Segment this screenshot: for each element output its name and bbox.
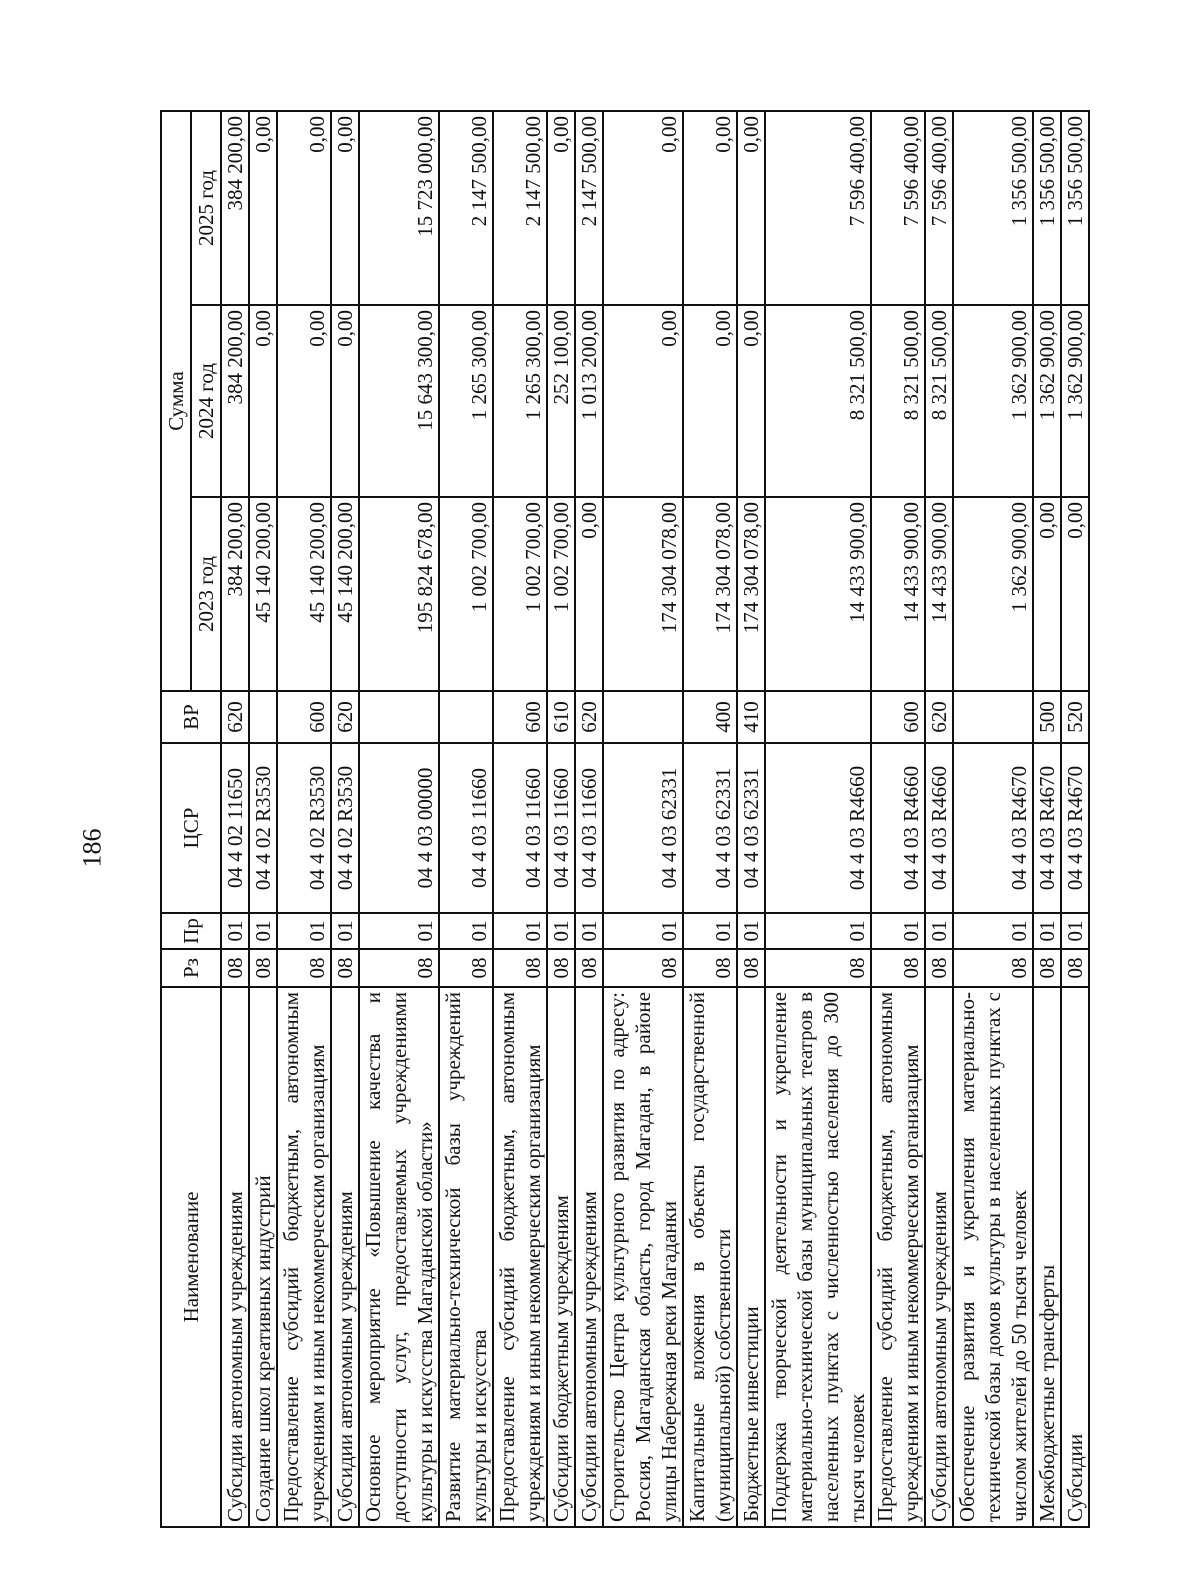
cell-rz: 08 xyxy=(493,949,547,987)
cell-2024: 1 362 900,00 xyxy=(953,305,1033,497)
cell-name: Развитие материально-технической базы учреждений культуры и искусства xyxy=(439,987,493,1527)
cell-2023: 1 002 700,00 xyxy=(493,497,547,691)
rotated-page-content xyxy=(160,112,1110,1528)
cell-name: Создание школ креативных индустрий xyxy=(249,987,277,1527)
cell-rz: 08 xyxy=(575,949,603,987)
cell-2025: 0,00 xyxy=(331,111,359,305)
cell-2024: 0,00 xyxy=(331,305,359,497)
cell-vr: 620 xyxy=(221,691,249,743)
cell-vr: 520 xyxy=(1061,691,1089,743)
cell-2023: 195 824 678,00 xyxy=(359,497,439,691)
cell-vr: 620 xyxy=(331,691,359,743)
cell-rz: 08 xyxy=(331,949,359,987)
cell-rz: 08 xyxy=(1033,949,1061,987)
budget-table xyxy=(160,110,1090,1528)
cell-name: Поддержка творческой деятельности и укрепление материально-технической базы муниципальных театров в населенных пунктах с численностью населения до 300 тысяч человек xyxy=(765,987,871,1527)
cell-2023: 174 304 078,00 xyxy=(737,497,765,691)
cell-name: Субсидии бюджетным учреждениям xyxy=(547,987,575,1527)
cell-csr: 04 4 03 R4660 xyxy=(765,743,871,913)
cell-pr: 01 xyxy=(575,913,603,949)
cell-vr xyxy=(439,691,493,743)
page-number-text: 186 xyxy=(77,828,106,868)
cell-2025: 15 723 000,00 xyxy=(359,111,439,305)
cell-csr: 04 4 03 62331 xyxy=(603,743,683,913)
cell-csr: 04 4 03 R4660 xyxy=(871,743,925,913)
cell-2023: 174 304 078,00 xyxy=(683,497,737,691)
cell-name: Обеспечение развития и укрепления материально-технической базы домов культуры в населенных пунктах с числом жителей до 50 тысяч человек xyxy=(953,987,1033,1527)
cell-2024: 0,00 xyxy=(603,305,683,497)
cell-2024: 0,00 xyxy=(277,305,331,497)
cell-name: Субсидии автономным учреждениям xyxy=(925,987,953,1527)
cell-name: Субсидии автономным учреждениям xyxy=(575,987,603,1527)
cell-pr: 01 xyxy=(439,913,493,949)
table-row xyxy=(765,111,871,1527)
cell-vr: 620 xyxy=(575,691,603,743)
cell-csr: 04 4 03 62331 xyxy=(737,743,765,913)
cell-2023: 14 433 900,00 xyxy=(871,497,925,691)
cell-pr: 01 xyxy=(277,913,331,949)
cell-2025: 0,00 xyxy=(737,111,765,305)
cell-2023: 384 200,00 xyxy=(221,497,249,691)
cell-2025: 0,00 xyxy=(277,111,331,305)
cell-2025: 2 147 500,00 xyxy=(439,111,493,305)
cell-vr xyxy=(359,691,439,743)
cell-pr: 01 xyxy=(683,913,737,949)
header-name: Наименование xyxy=(161,987,221,1527)
cell-csr: 04 4 03 R4670 xyxy=(953,743,1033,913)
cell-2025: 7 596 400,00 xyxy=(765,111,871,305)
cell-2025: 7 596 400,00 xyxy=(871,111,925,305)
cell-2023: 1 002 700,00 xyxy=(439,497,493,691)
cell-2024: 0,00 xyxy=(249,305,277,497)
cell-pr: 01 xyxy=(953,913,1033,949)
cell-rz: 08 xyxy=(277,949,331,987)
cell-csr: 04 4 03 11660 xyxy=(575,743,603,913)
cell-vr xyxy=(249,691,277,743)
cell-pr: 01 xyxy=(765,913,871,949)
header-sum: Сумма xyxy=(161,111,191,691)
cell-csr: 04 4 03 11660 xyxy=(439,743,493,913)
cell-name: Основное мероприятие «Повышение качества и доступности услуг, предоставляемых учреждениями культуры и искусства Магаданской области» xyxy=(359,987,439,1527)
cell-name: Предоставление субсидий бюджетным, автономным учреждениям и иным некоммерческим организациям xyxy=(871,987,925,1527)
header-2024: 2024 год xyxy=(191,305,221,497)
cell-2023: 1 002 700,00 xyxy=(547,497,575,691)
cell-pr: 01 xyxy=(221,913,249,949)
header-2023: 2023 год xyxy=(191,497,221,691)
cell-pr: 01 xyxy=(1061,913,1089,949)
cell-rz: 08 xyxy=(683,949,737,987)
cell-csr: 04 4 03 11660 xyxy=(493,743,547,913)
cell-name: Субсидии xyxy=(1061,987,1089,1527)
cell-csr: 04 4 03 R4670 xyxy=(1061,743,1089,913)
cell-2023: 0,00 xyxy=(1061,497,1089,691)
cell-pr: 01 xyxy=(925,913,953,949)
table-row xyxy=(737,111,765,1527)
cell-csr: 04 4 02 R3530 xyxy=(249,743,277,913)
cell-2024: 1 362 900,00 xyxy=(1061,305,1089,497)
table-row xyxy=(277,111,331,1527)
table-header xyxy=(161,111,221,1527)
cell-2024: 0,00 xyxy=(737,305,765,497)
cell-vr: 610 xyxy=(547,691,575,743)
table-row xyxy=(359,111,439,1527)
cell-2025: 0,00 xyxy=(683,111,737,305)
cell-2024: 15 643 300,00 xyxy=(359,305,439,497)
cell-2023: 174 304 078,00 xyxy=(603,497,683,691)
cell-2023: 1 362 900,00 xyxy=(953,497,1033,691)
cell-pr: 01 xyxy=(493,913,547,949)
cell-name: Капитальные вложения в объекты государственной (муниципальной) собственности xyxy=(683,987,737,1527)
cell-vr: 600 xyxy=(277,691,331,743)
table-body xyxy=(221,111,1089,1527)
cell-2025: 1 356 500,00 xyxy=(1033,111,1061,305)
cell-rz: 08 xyxy=(603,949,683,987)
cell-name: Межбюджетные трансферты xyxy=(1033,987,1061,1527)
cell-vr: 600 xyxy=(871,691,925,743)
cell-name: Субсидии автономным учреждениям xyxy=(331,987,359,1527)
cell-2024: 1 265 300,00 xyxy=(439,305,493,497)
cell-rz: 08 xyxy=(1061,949,1089,987)
cell-vr: 620 xyxy=(925,691,953,743)
cell-2025: 2 147 500,00 xyxy=(493,111,547,305)
cell-pr: 01 xyxy=(359,913,439,949)
cell-csr: 04 4 02 11650 xyxy=(221,743,249,913)
cell-2023: 45 140 200,00 xyxy=(277,497,331,691)
cell-csr: 04 4 03 11660 xyxy=(547,743,575,913)
cell-2023: 0,00 xyxy=(1033,497,1061,691)
table-row xyxy=(221,111,249,1527)
cell-csr: 04 4 02 R3530 xyxy=(277,743,331,913)
cell-name: Предоставление субсидий бюджетным, автономным учреждениям и иным некоммерческим организациям xyxy=(493,987,547,1527)
cell-2023: 14 433 900,00 xyxy=(925,497,953,691)
cell-csr: 04 4 03 R4670 xyxy=(1033,743,1061,913)
cell-2024: 384 200,00 xyxy=(221,305,249,497)
cell-vr: 410 xyxy=(737,691,765,743)
header-2025: 2025 год xyxy=(191,111,221,305)
cell-pr: 01 xyxy=(547,913,575,949)
cell-2025: 384 200,00 xyxy=(221,111,249,305)
table-row xyxy=(925,111,953,1527)
cell-2023: 45 140 200,00 xyxy=(249,497,277,691)
cell-2023: 0,00 xyxy=(575,497,603,691)
table-row xyxy=(575,111,603,1527)
cell-rz: 08 xyxy=(359,949,439,987)
cell-2023: 14 433 900,00 xyxy=(765,497,871,691)
cell-vr: 600 xyxy=(493,691,547,743)
cell-vr xyxy=(953,691,1033,743)
cell-vr xyxy=(765,691,871,743)
table-row xyxy=(439,111,493,1527)
cell-pr: 01 xyxy=(737,913,765,949)
cell-rz: 08 xyxy=(737,949,765,987)
header-pr: Пр xyxy=(161,913,221,949)
cell-name: Предоставление субсидий бюджетным, автономным учреждениям и иным некоммерческим организациям xyxy=(277,987,331,1527)
cell-pr: 01 xyxy=(331,913,359,949)
cell-2024: 8 321 500,00 xyxy=(871,305,925,497)
cell-2025: 0,00 xyxy=(547,111,575,305)
cell-2024: 8 321 500,00 xyxy=(925,305,953,497)
header-vr: ВР xyxy=(161,691,221,743)
cell-2024: 252 100,00 xyxy=(547,305,575,497)
cell-2024: 0,00 xyxy=(683,305,737,497)
cell-rz: 08 xyxy=(925,949,953,987)
cell-vr: 400 xyxy=(683,691,737,743)
cell-2025: 0,00 xyxy=(249,111,277,305)
cell-pr: 01 xyxy=(249,913,277,949)
header-rz: Рз xyxy=(161,949,221,987)
cell-pr: 01 xyxy=(1033,913,1061,949)
cell-2025: 1 356 500,00 xyxy=(1061,111,1089,305)
table-row xyxy=(1061,111,1089,1527)
cell-2025: 0,00 xyxy=(603,111,683,305)
cell-rz: 08 xyxy=(871,949,925,987)
cell-csr: 04 4 03 R4660 xyxy=(925,743,953,913)
cell-2024: 1 265 300,00 xyxy=(493,305,547,497)
table-row xyxy=(249,111,277,1527)
table-row xyxy=(547,111,575,1527)
cell-2023: 45 140 200,00 xyxy=(331,497,359,691)
cell-csr: 04 4 03 00000 xyxy=(359,743,439,913)
cell-name: Субсидии автономным учреждениям xyxy=(221,987,249,1527)
cell-csr: 04 4 03 62331 xyxy=(683,743,737,913)
table-row xyxy=(953,111,1033,1527)
cell-csr: 04 4 02 R3530 xyxy=(331,743,359,913)
cell-pr: 01 xyxy=(603,913,683,949)
cell-rz: 08 xyxy=(439,949,493,987)
cell-2025: 7 596 400,00 xyxy=(925,111,953,305)
cell-vr: 500 xyxy=(1033,691,1061,743)
page-number xyxy=(77,818,106,878)
cell-rz: 08 xyxy=(249,949,277,987)
cell-vr xyxy=(603,691,683,743)
table-row xyxy=(331,111,359,1527)
table-row xyxy=(683,111,737,1527)
cell-rz: 08 xyxy=(221,949,249,987)
cell-rz: 08 xyxy=(765,949,871,987)
table-row xyxy=(871,111,925,1527)
cell-pr: 01 xyxy=(871,913,925,949)
cell-rz: 08 xyxy=(953,949,1033,987)
cell-2024: 1 362 900,00 xyxy=(1033,305,1061,497)
cell-rz: 08 xyxy=(547,949,575,987)
cell-2024: 8 321 500,00 xyxy=(765,305,871,497)
cell-2025: 2 147 500,00 xyxy=(575,111,603,305)
table-row xyxy=(603,111,683,1527)
table-row xyxy=(1033,111,1061,1527)
cell-2024: 1 013 200,00 xyxy=(575,305,603,497)
cell-name: Бюджетные инвестиции xyxy=(737,987,765,1527)
cell-2025: 1 356 500,00 xyxy=(953,111,1033,305)
table-row xyxy=(493,111,547,1527)
cell-name: Строительство Центра культурного развития по адресу: Россия, Магаданская область, город Магадан, в районе улицы Набережная реки Магаданки xyxy=(603,987,683,1527)
header-csr: ЦСР xyxy=(161,743,221,913)
